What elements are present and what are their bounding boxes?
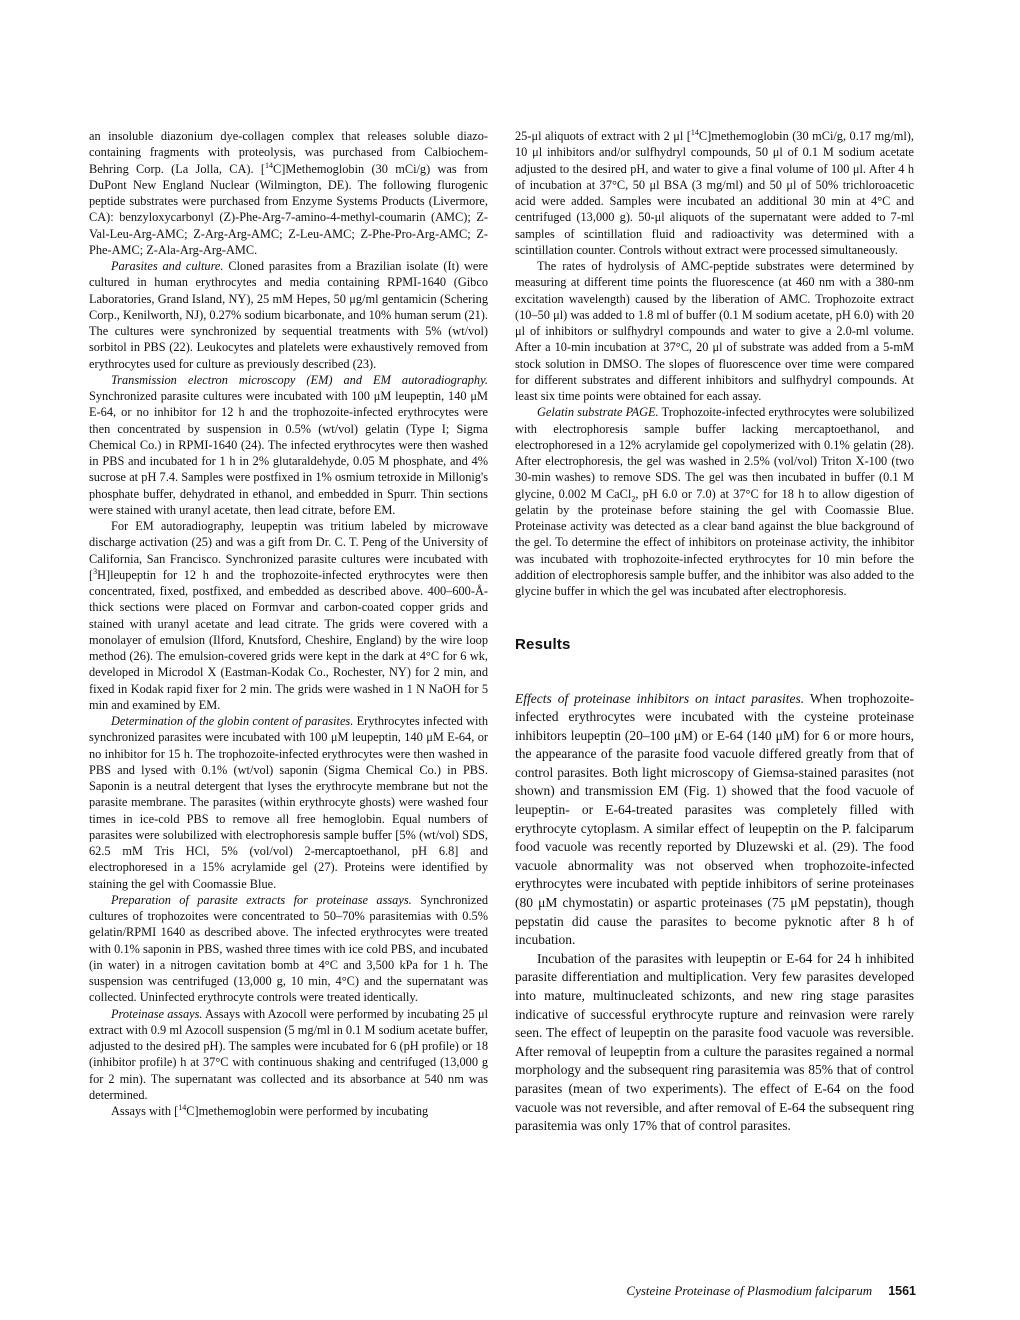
section-title-globin: Determination of the globin content of parasites. [111,714,354,728]
running-footer [560,1283,916,1299]
results-body [515,690,914,1136]
section-title-gelatin: Gelatin substrate PAGE. [537,405,659,420]
section-title-tem: Transmission electron microscopy (EM) and EM autoradiography. [111,372,488,387]
results-heading: Results [515,636,571,654]
section-title-extracts: Preparation of parasite extracts for proteinase assays. [111,892,412,907]
paragraph-effects: Effects of proteinase inhibitors on intact parasites. When trophozoite-infected erythrocytes were incubated with the cysteine proteinase inhibitors leupeptin (20–100 μM) or E-64 (140 μM) for 6 or more hours, the appearance of the parasite food vacuole differed greatly from that of control parasites. Both light microscopy of Giemsa-stained parasites (not shown) and transmission EM (Fig. 1) showed that the food vacuole of leupeptin- or E-64-treated parasites was completely filled with erythrocyte cytoplasm. A similar effect of leupeptin on the P. falciparum food vacuole was recently reported by Dluzewski et al. (29). The food vacuole abnormality was not observed when trophozoite-infected erythrocytes were incubated with peptide inhibitors of serine proteinases (80 μM chymostatin) or aspartic proteinases (75 μM pepstatin), though pepstatin did cause the parasites to become pyknotic after 8 h of incubation. [515,690,914,948]
paragraph-extracts: Preparation of parasite extracts for proteinase assays. Synchronized cultures of trophozoites were concentrated to 50–70% parasitemias with 0.5% gelatin/RPMI 1640 as described above. The infected erythrocytes were treated with 0.1% saponin in PBS, washed three times with ice cold PBS, and incubated (in water) in a nitrogen cavitation bomb at 4°C and 3,500 kPa for 1 h. The suspension was centrifuged (13,000 g, 10 min, 4°C) and the supernatant was collected. Uninfected erythrocyte controls were treated identically. [89,892,488,1005]
section-title-parasites: Parasites and culture. [111,259,224,273]
section-title-assays: Proteinase assays. [111,1006,203,1021]
section-title-effects: Effects of proteinase inhibitors on intact parasites. [515,690,805,706]
paragraph-incubation: Incubation of the parasites with leupeptin or E-64 for 24 h inhibited parasite differentiation and multiplication. Very few parasites developed into mature, multinucleated schizonts, and new ring stage parasites indicative of successful erythrocyte rupture and reinvasion were rarely seen. The effect of leupeptin on the parasite food vacuole was reversible. After removal of leupeptin from a culture the parasites regained a normal morphology and the subsequent ring parasitemia was 85% that of control parasites (mean of two experiments). The effect of E-64 on the food vacuole was not reversible, and after removal of E-64 the subsequent ring parasitemia was only 17% that of control parasites. [515,950,914,1134]
paragraph-gelatin-page: Gelatin substrate PAGE. Trophozoite-infected erythrocytes were solubilized with electrophoresis sample buffer lacking mercaptoethanol, and electrophoresed in a 12% acrylamide gel copolymerized with 0.1% gelatin (28). After electrophoresis, the gel was washed in 2.5% (vol/vol) Triton X-100 (two 30-min washes) to remove SDS. The gel was then incubated in buffer (0.1 M glycine, 0.002 M CaCl$_2$, pH 6.0 or 7.0) at 37°C for 18 h to allow digestion of gelatin by the proteinase before staining the gel with Coomassie Blue. Proteinase activity was detected as a clear band against the blue background of the gel. To determine the effect of inhibitors on proteinase activity, the inhibitor was incubated with trophozoite-infected erythrocytes for 10 min before the addition of electrophoresis sample buffer, and the inhibitor was also added to the glycine buffer in which the gel was incubated after electrophoresis. [515,405,914,598]
paragraph-proteinase-assays: Proteinase assays. Assays with Azocoll were performed by incubating 25 μl extract with 0.9 ml Azocoll suspension (5 mg/ml in 0.1 M sodium acetate buffer, adjusted to the desired pH). The samples were incubated for 6 (pH profile) or 18 (inhibitor profile) h at 37°C with continuous shaking and centrifuged (13,000 g for 2 min). The supernatant was collected and its absorbance at 540 nm was determined. [89,1006,488,1102]
paragraph-methemoglobin-cont: 25-μl aliquots of extract with 2 μl [$^{14}$C]methemoglobin (30 mCi/g, 0.17 mg/ml), 10 μl inhibitors and/or sulfhydryl compounds, 50 μl of 0.1 M sodium acetate adjusted to the desired pH, and water to give a final volume of 100 μl. After 4 h of incubation at 37°C, 50 μl BSA (3 mg/ml) and 50 μl of 50% trichloroacetic acid were added. Samples were incubated an additional 30 min at 4°C and centrifuged (13,000 g). 50-μl aliquots of the supernatant were added to 7-ml samples of scintillation fluid and radioactivity was determined with a scintillation counter. Controls without extract were processed simultaneously. [515,127,915,257]
paragraph-amc-hydrolysis: The rates of hydrolysis of AMC-peptide substrates were determined by measuring at different time points the fluorescence (at 460 nm with a 380-nm excitation wavelength) caused by the liberation of AMC. Trophozoite extract (10–50 μl) was added to 1.8 ml of buffer (0.1 M sodium acetate, pH 6.0) with 20 μl of inhibitors or sulfhydryl compounds and water to give a 2.0-ml volume. After a 10-min incubation at 37°C, 20 μl of substrate was added from a 5-mM stock solution in DMSO. The slopes of fluorescence over time were compared for different substrates and different inhibitors and sulfhydryl compounds. At least six time points were obtained for each assay. [515,259,914,403]
paragraph-globin: Determination of the globin content of parasites. Erythrocytes infected with synchronized parasites were incubated with 100 μM leupeptin, 140 μM E-64, or no inhibitor for 15 h. The trophozoite-infected erythrocytes were then washed in PBS and lysed with 0.1% (wt/vol) saponin (Sigma Chemical Co.) in PBS. Saponin is a neutral detergent that lyses the erythrocyte membrane but not the parasite membrane. The parasites (within erythrocyte ghosts) were washed four times in ice-cold PBS to remove all free hemoglobin. Equal numbers of parasites were solubilized with electrophoresis sample buffer [5% (wt/vol) SDS, 62.5 mM Tris HCl, 5% (vol/vol) 2-mercaptoethanol, pH 6.8] and electrophoresed in a 15% acrylamide gel (27). Proteins were identified by staining the gel with Coomassie Blue. [89,714,488,891]
page-number: 1561 [888,1284,916,1298]
paragraph-materials: an insoluble diazonium dye-collagen complex that releases soluble diazo-containing fragments with proteolysis, was purchased from Calbiochem-Behring Corp. (La Jolla, CA). [$^{14}$C]Methemoglobin (30 mCi/g) was from DuPont New England Nuclear (Wilmington, DE). The following flurogenic peptide substrates were purchased from Enzyme Systems Products (Livermore, CA): benzyloxycarbonyl (Z)-Phe-Arg-7-amino-4-methyl-coumarin (AMC); Z-Val-Leu-Arg-AMC; Z-Arg-Arg-AMC; Z-Leu-AMC; Z-Phe-Pro-Arg-AMC; Z-Phe-AMC; Z-Ala-Arg-Arg-AMC. [89,129,488,257]
paragraph-parasites-culture: Parasites and culture. Cloned parasites from a Brazilian isolate (It) were cultured in human erythrocytes and media containing RPMI-1640 (Gibco Laboratories, Grand Island, NY), 25 mM Hepes, 50 μg/ml gentamicin (Schering Corp., Kenilworth, NJ), 0.27% sodium bicarbonate, and 10% human serum (21). The cultures were synchronized by sequential treatments with 5% (wt/vol) sorbitol in PBS (22). Leukocytes and platelets were exhaustively removed from erythrocytes used for culture as previously described (23). [89,259,488,371]
right-column [515,128,914,1136]
paragraph-tem: Transmission electron microscopy (EM) and EM autoradiography. Synchronized parasite cultures were incubated with 100 μM leupeptin, 140 μM E-64, or no inhibitor for 12 h and the trophozoite-infected erythrocytes were then concentrated by suspension in 0.5% (wt/vol) gelatin (Type I; Sigma Chemical Co.) in RPMI-1640 (24). The infected erythrocytes were then washed in PBS and incubated for 1 h in 2% glutaraldehyde, 0.05 M phosphate, and 4% sucrose at pH 7.4. Samples were postfixed in 1% osmium tetroxide in Millonig's phosphate buffer, dehydrated in ethanol, and embedded in Spurr. Thin sections were stained with uranyl acetate, then lead citrate, before EM. [89,372,488,517]
left-column [89,128,488,1119]
paragraph-methemoglobin: Assays with [$^{14}$C]methemoglobin were performed by incubating [111,1102,429,1118]
paragraph-em-autoradiography: For EM autoradiography, leupeptin was tritium labeled by microwave discharge activation (25) and was a gift from Dr. C. T. Peng of the University of California, San Francisco. Synchronized parasite cultures were incubated with [$^3$H]leupeptin for 12 h and the trophozoite-infected erythrocytes were then concentrated, fixed, postfixed, and embedded as described above. 400–600-Å-thick sections were placed on Formvar and carbon-coated copper grids and stained with uranyl acetate and lead citrate. The grids were covered with a monolayer of emulsion (Ilford, Knutsford, Cheshire, England) by the wire loop method (26). The emulsion-covered grids were kept in the dark at 4°C for 6 wk, developed in Microdol X (Eastman-Kodak Co., Rochester, NY) for 2 min, and fixed in Kodak rapid fixer for 2 min. The grids were washed in 1 N NaOH for 5 min and examined by EM. [89,519,488,712]
running-title: Cysteine Proteinase of Plasmodium falciparum [626,1283,873,1298]
